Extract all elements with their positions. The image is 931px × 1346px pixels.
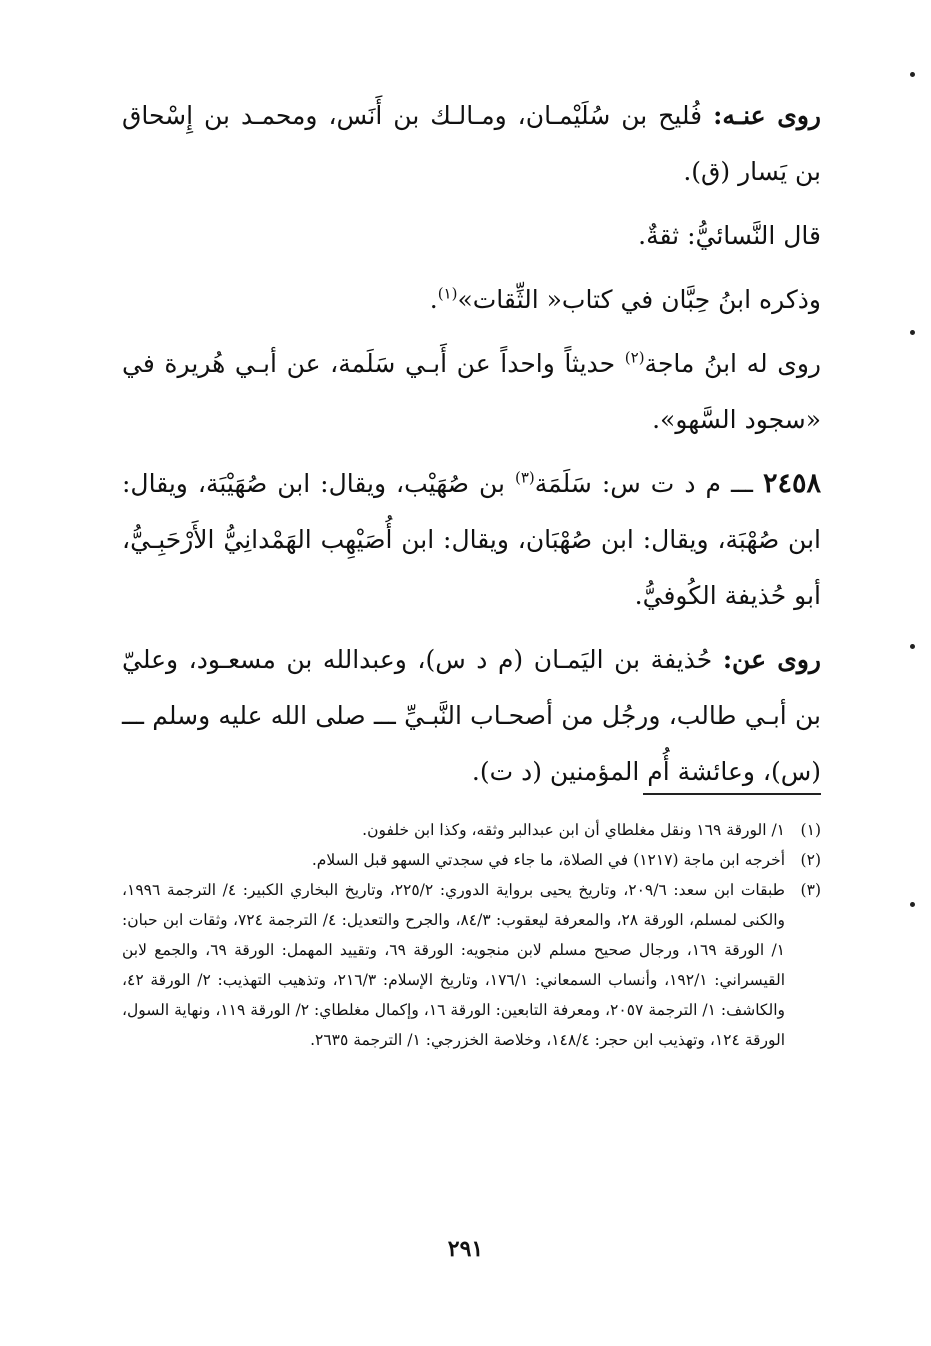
paragraph-text: حُذيفة بن اليَمـان (م د س)، وعبدالله بن مسعـود، وعليّ بن أبـي طالب، ورجُل من أصحـاب النَّبـيِّ ـــ صلى الله عليه وسلم ـــ (س)، وعائشة أُم المؤمنين (د ت). [122,645,821,786]
paragraph-text: وذكره ابنُ حِبَّان في كتاب« الثِّقات» [457,285,821,314]
entry-number: ٢٤٥٨ [762,468,821,499]
footnote-divider [643,793,821,795]
main-text [122,88,821,800]
paragraph-text: قال النَّسائيُّ: ثقةٌ. [638,221,821,250]
margin-dot [910,644,915,649]
footnote-mark: (١) [800,821,821,839]
paragraph-narrated-from [122,632,821,800]
paragraph-narrated-from-him [122,88,821,200]
footnotes [122,815,821,1055]
paragraph-text: فُليح بن سُلَيْمـان، ومـالـك بن أَنَس، ومحمـد بن إِسْحاق بن يَسار (ق). [122,101,821,186]
footnote-mark: (٢) [800,851,821,869]
footnote [122,815,821,845]
footnote [122,845,821,875]
paragraph-lead: روى عنـه: [713,101,821,130]
entry-text: بن صُهَيْب، ويقال: ابن صُهَيْبَة، ويقال: ابن صُهْبَة، ويقال: ابن صُهْبَان، ويقال: ابن أُصَيْهِب الهَمْدانِيُّ الأَرْحَبِـيُّ، أبو حُذيفة الكُوفيُّ. [122,469,821,610]
paragraph-ibn-hibban [122,272,821,328]
footnote-text: طبقات ابن سعد: ٢٠٩/٦، وتاريخ يحيى برواية الدوري: ٢٢٥/٢، وتاريخ البخاري الكبير: ٤/ الترجمة ١٩٩٦، والكنى لمسلم، الورقة ٢٨، والمعرفة ليعقوب: ٨٤/٣، والجرح والتعديل: ٤/ الترجمة ٧٢٤، وثقات ابن حبان: ١/ الورقة ١٦٩، ورجال صحيح مسلم لابن منجويه: الورقة ٦٩، وتقييد المهمل: الورقة ٦٩، والجمع لابن القيسراني: ١٩٢/١، وأنساب السمعاني: ١٧٦/١، وتاريخ الإسلام: ٢١٦/٣، وتذهيب التهذيب: ٢/ الورقة ٤٢، والكاشف: ١/ الترجمة ٢٠٥٧، ومعرفة التابعين: الورقة ١٦، وإكمال مغلطاي: ٢/ الورقة ١١٩، ونهاية السول، الورقة ١٢٤، وتهذيب ابن حجر: ١٤٨/٤، وخلاصة الخزرجي: ١/ الترجمة ٢٦٣٥. [122,881,786,1049]
footnote-reference: (٢) [624,348,645,367]
footnote-reference: (١) [437,284,458,303]
paragraph-text: . [429,285,438,314]
footnote [122,875,821,1055]
footnote-text: أخرجه ابن ماجة (١٢١٧) في الصلاة، ما جاء في سجدتي السهو قبل السلام. [311,851,785,869]
page-number: ٢٩١ [447,1236,484,1262]
entry-text: ـــ م د ت س: سَلَمَة [534,469,763,498]
margin-dot [910,330,915,335]
margin-dot [910,902,915,907]
paragraph-text: حديثاً واحداً عن أَبـي سَلَمة، عن أبـي هُريرة في «سجود السَّهو». [122,349,821,434]
paragraph-lead: روى عن: [722,645,822,674]
footnote-text: ١/ الورقة ١٦٩ ونقل مغلطاي أن ابن عبدالبر وثقه، وكذا ابن خلفون. [362,821,785,839]
footnote-reference: (٣) [514,468,535,487]
entry-heading [122,456,821,624]
paragraph-text: روى له ابنُ ماجة [644,349,821,378]
footnote-mark: (٣) [800,881,821,899]
paragraph-nasai [122,208,821,264]
paragraph-ibn-majah [122,336,821,448]
margin-dot [910,72,915,77]
